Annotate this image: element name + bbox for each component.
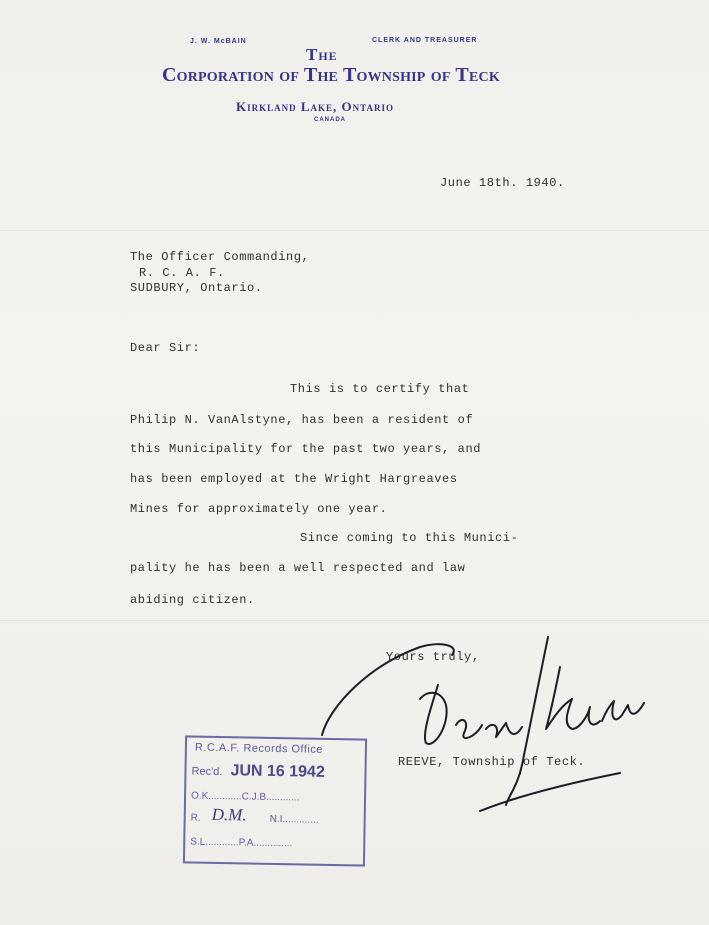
salutation: Dear Sir: bbox=[130, 341, 201, 355]
letter-date: June 18th. 1940. bbox=[440, 176, 565, 190]
stamp-ok-line: O.K............C.J.B............ bbox=[190, 790, 300, 804]
stamp-office: R.C.A.F. Records Office bbox=[194, 741, 324, 756]
letterhead-corporation: Corporation of The Township of Teck bbox=[162, 64, 500, 86]
stamp-initials: D.M. bbox=[211, 804, 247, 825]
recipient-line: R. C. A. F. bbox=[139, 266, 225, 280]
recipient-line: The Officer Commanding, bbox=[130, 250, 310, 264]
body-line: This is to certify that bbox=[290, 382, 470, 396]
received-stamp bbox=[183, 735, 367, 866]
body-line: this Municipality for the past two years, and bbox=[130, 442, 482, 456]
letterhead-left-name: J. W. McBAIN bbox=[190, 38, 247, 45]
paper-fold bbox=[0, 230, 709, 231]
recipient-line: SUDBURY, Ontario. bbox=[130, 281, 263, 295]
letterhead-location: Kirkland Lake, Ontario bbox=[236, 99, 394, 114]
body-line: Mines for approximately one year. bbox=[130, 502, 388, 516]
body-line: Philip N. VanAlstyne, has been a resident of bbox=[130, 413, 474, 427]
closing: Yours truly, bbox=[386, 650, 480, 664]
paper-fold bbox=[0, 620, 709, 621]
letterhead-country: CANADA bbox=[314, 117, 346, 123]
stamp-sl-line: S.L............P.A.............. bbox=[190, 836, 293, 850]
body-line: has been employed at the Wright Hargreaves bbox=[130, 472, 458, 486]
body-line: pality he has been a well respected and law bbox=[130, 561, 466, 575]
letterhead-right-title: CLERK AND TREASURER bbox=[372, 37, 478, 44]
stamp-r-prefix: R. bbox=[190, 812, 201, 824]
stamp-r-suffix: N.I............. bbox=[269, 813, 319, 826]
body-line: abiding citizen. bbox=[130, 593, 255, 607]
stamp-date: JUN 16 1942 bbox=[230, 762, 325, 781]
body-line: Since coming to this Munici- bbox=[300, 531, 519, 545]
letterhead-the: The bbox=[306, 45, 338, 64]
signature-title: REEVE, Township of Teck. bbox=[398, 755, 586, 769]
stamp-recd-label: Rec'd. bbox=[191, 765, 223, 779]
